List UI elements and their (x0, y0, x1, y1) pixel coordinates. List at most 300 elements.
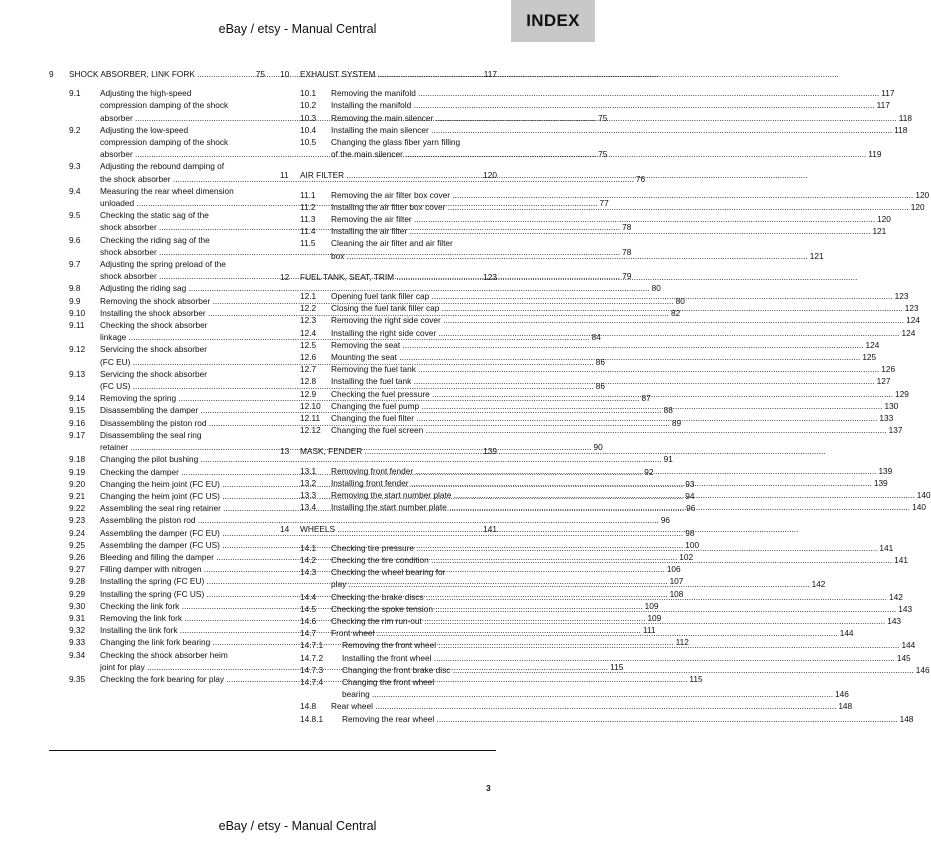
entry-line: Adjusting the spring preload of the (100, 259, 226, 270)
entry-page: 90 (593, 442, 603, 453)
entry-text (331, 87, 894, 99)
entry-page: 96 (686, 503, 696, 514)
entry-page: 139 (873, 477, 888, 488)
entry-line: Checking the wheel bearing for (331, 567, 446, 578)
entry-line: Removing the main silencer ..... (331, 112, 897, 124)
entry-line: Checking the fuel pressure ..... (331, 388, 893, 400)
entry-last-line (331, 542, 893, 554)
entry-page: 117 (876, 100, 890, 111)
entry-line: Installing the link fork ..... (100, 624, 641, 636)
entry-text (331, 465, 892, 477)
entry-line: Removing the shock absorber ..... (100, 295, 674, 307)
entry-text (331, 225, 886, 237)
entry-text (331, 412, 893, 424)
toc-entry[interactable] (69, 453, 673, 465)
entry-last-line (342, 639, 915, 651)
entry-page: 125 (862, 352, 877, 363)
entry-text (331, 700, 852, 712)
toc-entry[interactable] (300, 363, 896, 375)
toc-chapter-heading[interactable] (280, 68, 497, 80)
chapter-title: EXHAUST SYSTEM ..... (300, 68, 482, 80)
chapter-title: SHOCK ABSORBER, LINK FORK ..... (69, 68, 254, 80)
entry-line: shock absorber ..... (100, 221, 620, 233)
entry-number: 14.4 (300, 591, 317, 602)
toc-entry[interactable] (300, 339, 880, 351)
entry-line: Removing the right side cover ..... (331, 314, 904, 326)
entry-last-line (331, 477, 888, 489)
entry-text (331, 237, 824, 261)
entry-line: Checking the tire condition ..... (331, 554, 892, 566)
toc-entry[interactable] (300, 124, 908, 136)
entry-page: 79 (622, 271, 632, 282)
chapter-title: MASK, FENDER ..... (300, 445, 481, 457)
entry-last-line (331, 615, 901, 627)
entry-last-line (331, 501, 926, 513)
entry-number: 9.16 (69, 417, 86, 428)
entry-last-line (331, 290, 908, 302)
entry-last-line (331, 578, 825, 590)
entry-page: 118 (894, 124, 908, 135)
entry-page: 108 (669, 588, 684, 599)
entry-last-line (331, 363, 895, 375)
entry-number: 14.7.1 (300, 640, 324, 651)
entry-last-line (342, 713, 913, 725)
entry-last-line (331, 148, 882, 160)
entry-last-line (331, 327, 915, 339)
chapter-page: 123 (483, 271, 497, 282)
entry-number: 9.35 (69, 673, 86, 684)
entry-text (331, 424, 902, 436)
entry-number: 12.11 (300, 413, 321, 424)
entry-number: 9.18 (69, 454, 86, 465)
entry-page: 117 (881, 88, 895, 99)
entry-number: 9.22 (69, 503, 86, 514)
entry-number: 12.9 (300, 388, 317, 399)
entry-page: 140 (916, 490, 931, 501)
entry-line: Installing the fuel tank ..... (331, 375, 875, 387)
entry-last-line (331, 213, 891, 225)
entry-page: 88 (663, 405, 673, 416)
entry-line: Rear wheel ..... (331, 700, 836, 712)
toc-entry[interactable] (300, 713, 914, 725)
entry-line: Removing the air filter ..... (331, 213, 875, 225)
entry-number: 9.1 (69, 88, 81, 99)
entry-text (342, 639, 915, 651)
entry-page: 84 (591, 332, 601, 343)
entry-page: 87 (641, 393, 651, 404)
entry-number: 12.8 (300, 376, 317, 387)
entry-last-line (342, 688, 849, 700)
index-tab[interactable]: INDEX (511, 0, 595, 42)
entry-page: 91 (663, 454, 673, 465)
toc-entry[interactable] (300, 99, 890, 111)
entry-page: 96 (660, 515, 671, 526)
entry-page: 142 (889, 591, 903, 602)
entry-page: 148 (899, 713, 914, 724)
entry-number: 9.24 (69, 527, 86, 538)
entry-line: Changing the fuel screen ..... (331, 424, 887, 436)
entry-last-line (331, 87, 894, 99)
entry-page: 78 (622, 222, 632, 233)
entry-page: 141 (894, 554, 908, 565)
entry-page: 148 (838, 701, 853, 712)
entry-text (331, 136, 882, 160)
entry-line: compression damping of the shock (100, 100, 229, 111)
entry-line: absorber ..... (100, 148, 596, 160)
entry-line: Changing the fuel pump ..... (331, 400, 882, 412)
entry-line: Removing the seat ..... (331, 339, 864, 351)
toc-entry[interactable] (300, 189, 930, 201)
entry-line: Installing the spring (FC EU) ..... (100, 575, 668, 587)
entry-page: 109 (647, 612, 662, 623)
entry-text (331, 351, 876, 363)
entry-page: 75 (598, 112, 608, 123)
toc-entry[interactable] (69, 282, 661, 294)
entry-text (342, 713, 913, 725)
entry-number: 14.7.3 (300, 664, 324, 675)
entry-text (331, 99, 890, 111)
entry-line: Changing the heim joint (FC US) ..... (100, 490, 683, 502)
entry-number: 14.8 (300, 701, 317, 712)
chapter-title: FUEL TANK, SEAT, TRIM ..... (300, 271, 481, 283)
entry-line: Installing front fender ..... (331, 477, 872, 489)
entry-line: Installing the front wheel ..... (342, 652, 895, 664)
entry-text (331, 189, 929, 201)
entry-number: 9.9 (69, 295, 81, 306)
entry-page: 109 (644, 600, 659, 611)
entry-line: Checking the rim run-out ..... (331, 615, 885, 627)
entry-line: Servicing the shock absorber (100, 368, 207, 379)
entry-last-line (331, 112, 912, 124)
entry-number: 14.6 (300, 615, 317, 626)
entry-line: Installing the spring (FC US) ..... (100, 588, 668, 600)
entry-last-line (331, 424, 902, 436)
entry-line: Checking the damper ..... (100, 466, 642, 478)
entry-text (331, 489, 931, 501)
entry-page: 145 (896, 652, 911, 663)
entry-number: 13.4 (300, 502, 317, 513)
entry-number: 13.2 (300, 477, 317, 488)
toc-chapter-heading[interactable] (280, 169, 497, 181)
entry-line: shock absorber ..... (100, 270, 620, 282)
entry-last-line (331, 189, 929, 201)
entry-page: 143 (898, 603, 913, 614)
entry-line: Disassembling the damper ..... (100, 404, 662, 416)
toc-entry[interactable] (69, 514, 671, 526)
entry-line: Adjusting the high-speed (100, 88, 192, 99)
entry-line: Removing the spring ..... (100, 392, 639, 404)
entry-line: (FC EU) ..... (100, 356, 594, 368)
entry-line: Installing the air filter ..... (331, 225, 870, 237)
entry-text (342, 664, 930, 676)
entry-text (331, 327, 915, 339)
entry-text (331, 314, 920, 326)
toc-chapter-heading[interactable] (280, 523, 497, 535)
entry-page: 124 (906, 315, 920, 326)
entry-number: 11.5 (300, 238, 316, 249)
entry-line: Removing the air filter box cover ..... (331, 189, 913, 201)
entry-page: 107 (669, 576, 684, 587)
entry-last-line (331, 700, 852, 712)
entry-number: 12.10 (300, 400, 321, 411)
entry-line: Checking the static sag of the (100, 210, 209, 221)
entry-number: 11.2 (300, 201, 316, 212)
entry-number: 13.3 (300, 490, 317, 501)
entry-number: 9.31 (69, 612, 86, 623)
entry-line: Changing the glass fiber yarn filling (331, 137, 461, 148)
entry-last-line (331, 124, 907, 136)
entry-number: 14.2 (300, 554, 317, 565)
entry-line: Removing the rear wheel ..... (342, 713, 898, 725)
entry-page: 129 (895, 388, 909, 399)
entry-page: 120 (877, 214, 891, 225)
toc-entry[interactable] (300, 424, 903, 436)
entry-page: 139 (878, 465, 893, 476)
entry-page: 98 (685, 527, 695, 538)
entry-line: Checking the fork bearing for play ..... (100, 673, 687, 685)
entry-line: Removing the fuel tank ..... (331, 363, 879, 375)
toc-chapter-heading[interactable] (280, 445, 497, 457)
page-header: eBay / etsy - Manual Central (218, 22, 377, 36)
entry-number: 9.5 (69, 210, 81, 221)
entry-text (331, 302, 919, 314)
entry-page: 133 (879, 413, 894, 424)
entry-line: Installing the manifold ..... (331, 99, 875, 111)
entry-number: 12.2 (300, 303, 317, 314)
entry-number: 12.12 (300, 425, 321, 436)
entry-line: Removing the link fork ..... (100, 612, 645, 624)
entry-number: 9.3 (69, 161, 81, 172)
entry-line: Changing the front brake disc ..... (342, 664, 914, 676)
entry-line: Assembling the piston rod ..... (100, 514, 659, 526)
entry-number: 14.1 (300, 542, 317, 553)
entry-line: Checking tire pressure ..... (331, 542, 877, 554)
entry-page: 140 (912, 502, 926, 513)
entry-last-line (331, 489, 931, 501)
entry-page: 115 (689, 673, 703, 684)
entry-number: 11.1 (300, 189, 316, 200)
entry-page: 119 (868, 149, 882, 160)
entry-page: 123 (904, 303, 919, 314)
entry-line: Checking the shock absorber heim (100, 649, 228, 660)
entry-page: 121 (809, 250, 824, 261)
toc-chapter-heading[interactable] (280, 271, 497, 283)
entry-line: Measuring the rear wheel dimension (100, 185, 234, 196)
entry-last-line (342, 664, 930, 676)
entry-text (331, 477, 888, 489)
entry-number: 9.29 (69, 588, 86, 599)
entry-line: Adjusting the riding sag ..... (100, 282, 650, 294)
entry-number: 9.34 (69, 649, 86, 660)
entry-page: 78 (622, 246, 632, 257)
chapter-number: 9 (49, 69, 54, 79)
entry-text (331, 566, 825, 590)
entry-line: Cleaning the air filter and air filter (331, 238, 453, 249)
entry-text (331, 591, 903, 603)
chapter-number: 10 (280, 69, 290, 79)
entry-line: Assembling the seal ring retainer ..... (100, 502, 684, 514)
chapter-number: 14 (280, 523, 290, 534)
entry-line: Changing the fuel filter ..... (331, 412, 877, 424)
entry-page: 143 (887, 615, 902, 626)
chapter-title: WHEELS ..... (300, 523, 481, 535)
entry-line: Filling damper with nitrogen ..... (100, 563, 665, 575)
entry-line: Assembling the damper (FC EU) ..... (100, 527, 683, 539)
entry-page: 92 (644, 466, 654, 477)
entry-page: 100 (685, 539, 700, 550)
entry-page: 102 (679, 551, 694, 562)
entry-last-line (331, 465, 892, 477)
entry-number: 9.32 (69, 625, 86, 636)
entry-line: Installing the right side cover ..... (331, 327, 900, 339)
entry-page: 111 (642, 625, 656, 636)
entry-page: 130 (884, 400, 899, 411)
page-number: 3 (486, 783, 491, 793)
entry-number: 12.4 (300, 327, 317, 338)
entry-last-line (331, 201, 925, 213)
toc-entry[interactable] (300, 87, 895, 99)
entry-page: 112 (675, 637, 689, 648)
entry-text (331, 213, 891, 225)
entry-line: Assembling the damper (FC US) ..... (100, 539, 683, 551)
entry-line: Disassembling the seal ring (100, 429, 202, 440)
chapter-number: 11 (280, 170, 289, 181)
entry-last-line (331, 554, 908, 566)
entry-number: 9.4 (69, 185, 81, 196)
entry-line: compression damping of the shock (100, 137, 229, 148)
entry-number: 9.15 (69, 405, 86, 416)
entry-text (331, 388, 909, 400)
entry-line: Servicing the shock absorber (100, 344, 207, 355)
entry-page: 144 (901, 640, 916, 651)
entry-page: 106 (666, 564, 681, 575)
entry-text (331, 375, 890, 387)
entry-number: 14.7.2 (300, 652, 324, 663)
entry-line: Installing the start number plate ..... (331, 501, 910, 513)
entry-text (342, 652, 911, 664)
entry-line: linkage ..... (100, 331, 590, 343)
entry-page: 86 (595, 381, 605, 392)
entry-page: 75 (598, 149, 608, 160)
entry-last-line (331, 412, 893, 424)
entry-line: Checking the riding sag of the (100, 234, 210, 245)
chapter-number: 12 (280, 271, 290, 282)
entry-line: Front wheel ..... (331, 627, 838, 639)
entry-line: Opening fuel tank filler cap ..... (331, 290, 893, 302)
entry-last-line (331, 99, 890, 111)
entry-page: 118 (898, 112, 912, 123)
footer-divider (49, 750, 496, 751)
entry-number: 10.2 (300, 100, 317, 111)
entry-line: Adjusting the low-speed (100, 124, 189, 135)
entry-number: 9.20 (69, 478, 86, 489)
entry-line: Checking the shock absorber (100, 320, 208, 331)
entry-number: 10.1 (300, 88, 317, 99)
entry-number: 9.26 (69, 551, 86, 562)
toc-entry[interactable] (300, 314, 920, 326)
entry-line: Changing the link fork bearing ..... (100, 636, 674, 648)
chapter-title: AIR FILTER ..... (300, 169, 481, 181)
entry-number: 9.21 (69, 490, 86, 501)
entry-last-line (331, 302, 919, 314)
toc-entry[interactable] (300, 700, 853, 712)
entry-number: 14.5 (300, 603, 317, 614)
entry-text (331, 290, 908, 302)
entry-number: 12.7 (300, 364, 317, 375)
entry-number: 9.6 (69, 234, 81, 245)
entry-number: 9.10 (69, 307, 86, 318)
entry-number: 10.5 (300, 137, 317, 148)
entry-page: 120 (915, 189, 930, 200)
entry-text (331, 603, 912, 615)
entry-page: 94 (685, 490, 695, 501)
entry-number: 12.3 (300, 315, 317, 326)
entry-line: Adjusting the rebound damping of (100, 161, 225, 172)
entry-text (331, 112, 912, 124)
entry-last-line (331, 388, 909, 400)
toc-entry[interactable] (300, 652, 911, 664)
entry-page: 144 (839, 628, 854, 639)
entry-number: 9.23 (69, 515, 86, 526)
entry-line: Removing the front wheel ..... (342, 639, 899, 651)
entry-last-line (331, 591, 903, 603)
entry-line: Removing front fender ..... (331, 465, 876, 477)
entry-page: 137 (888, 425, 903, 436)
entry-page: 120 (910, 201, 925, 212)
entry-number: 10.4 (300, 124, 317, 135)
entry-line: of the main silencer ..... (331, 148, 866, 160)
entry-number: 12.5 (300, 339, 317, 350)
entry-number: 9.19 (69, 466, 86, 477)
entry-line: bearing ..... (342, 688, 833, 700)
entry-line: Changing the front wheel (342, 676, 435, 687)
entry-line: Mounting the seat ..... (331, 351, 860, 363)
toc-chapter-heading[interactable] (49, 68, 265, 80)
toc-entry[interactable] (300, 213, 891, 225)
entry-number: 9.2 (69, 124, 81, 135)
entry-number: 9.33 (69, 637, 86, 648)
entry-text (331, 124, 907, 136)
chapter-page: 141 (483, 523, 497, 534)
entry-line: retainer ..... (100, 441, 591, 453)
entry-page: 124 (865, 339, 880, 350)
entry-line: Removing the start number plate ..... (331, 489, 915, 501)
entry-page: 77 (599, 198, 609, 209)
entry-page: 89 (671, 417, 682, 428)
page-footer: eBay / etsy - Manual Central (218, 819, 377, 833)
entry-line: the shock absorber ..... (100, 173, 634, 185)
chapter-number: 13 (280, 446, 290, 457)
entry-number: 14.8.1 (300, 713, 324, 724)
entry-number: 13.1 (300, 465, 317, 476)
entry-line: box ..... (331, 250, 808, 262)
entry-last-line (331, 250, 824, 262)
entry-last-line (342, 652, 911, 664)
entry-page: 80 (651, 283, 661, 294)
entry-number: 9.12 (69, 344, 86, 355)
entry-line: Installing the shock absorber ..... (100, 307, 669, 319)
entry-line: (FC US) ..... (100, 380, 594, 392)
entry-line: Bleeding and filling the damper ..... (100, 551, 677, 563)
entry-text (331, 501, 926, 513)
entry-line: Removing the manifold ..... (331, 87, 879, 99)
entry-line: absorber ..... (100, 112, 596, 124)
entry-page: 127 (876, 376, 891, 387)
entry-page: 76 (635, 173, 646, 184)
entry-page: 123 (894, 291, 909, 302)
entry-number: 12.1 (300, 291, 317, 302)
entry-number: 9.25 (69, 539, 86, 550)
